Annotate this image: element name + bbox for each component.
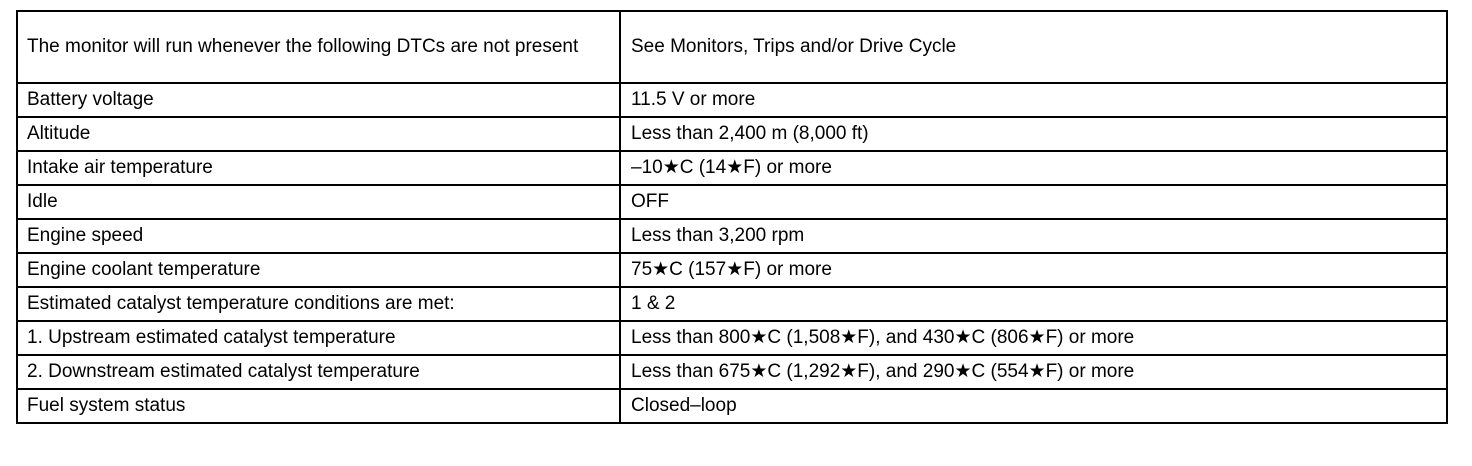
condition-item: Battery voltage [17, 83, 620, 117]
condition-value: Less than 3,200 rpm [620, 219, 1447, 253]
table-row [17, 185, 1447, 219]
condition-item: 2. Downstream estimated catalyst temperature [17, 355, 620, 389]
table-row [17, 11, 1447, 83]
table-row [17, 219, 1447, 253]
condition-value: 75★C (157★F) or more [620, 253, 1447, 287]
condition-value: –10★C (14★F) or more [620, 151, 1447, 185]
table-row [17, 117, 1447, 151]
condition-item: Intake air temperature [17, 151, 620, 185]
condition-item: Engine coolant temperature [17, 253, 620, 287]
condition-value: See Monitors, Trips and/or Drive Cycle [620, 11, 1447, 83]
condition-value: OFF [620, 185, 1447, 219]
table-row [17, 151, 1447, 185]
condition-item: The monitor will run whenever the following DTCs are not present [17, 11, 620, 83]
table-row [17, 253, 1447, 287]
condition-item: Idle [17, 185, 620, 219]
condition-item: Fuel system status [17, 389, 620, 423]
condition-value: Closed–loop [620, 389, 1447, 423]
condition-value: Less than 2,400 m (8,000 ft) [620, 117, 1447, 151]
table-row [17, 355, 1447, 389]
condition-item: Engine speed [17, 219, 620, 253]
condition-item: 1. Upstream estimated catalyst temperature [17, 321, 620, 355]
condition-item: Altitude [17, 117, 620, 151]
condition-value: Less than 675★C (1,292★F), and 290★C (554★F) or more [620, 355, 1447, 389]
condition-item: Estimated catalyst temperature conditions are met: [17, 287, 620, 321]
condition-value: Less than 800★C (1,508★F), and 430★C (806★F) or more [620, 321, 1447, 355]
table-row [17, 287, 1447, 321]
table-row [17, 83, 1447, 117]
table-row [17, 389, 1447, 423]
table-row [17, 321, 1447, 355]
monitor-conditions-table [16, 10, 1448, 424]
condition-value: 1 & 2 [620, 287, 1447, 321]
condition-value: 11.5 V or more [620, 83, 1447, 117]
